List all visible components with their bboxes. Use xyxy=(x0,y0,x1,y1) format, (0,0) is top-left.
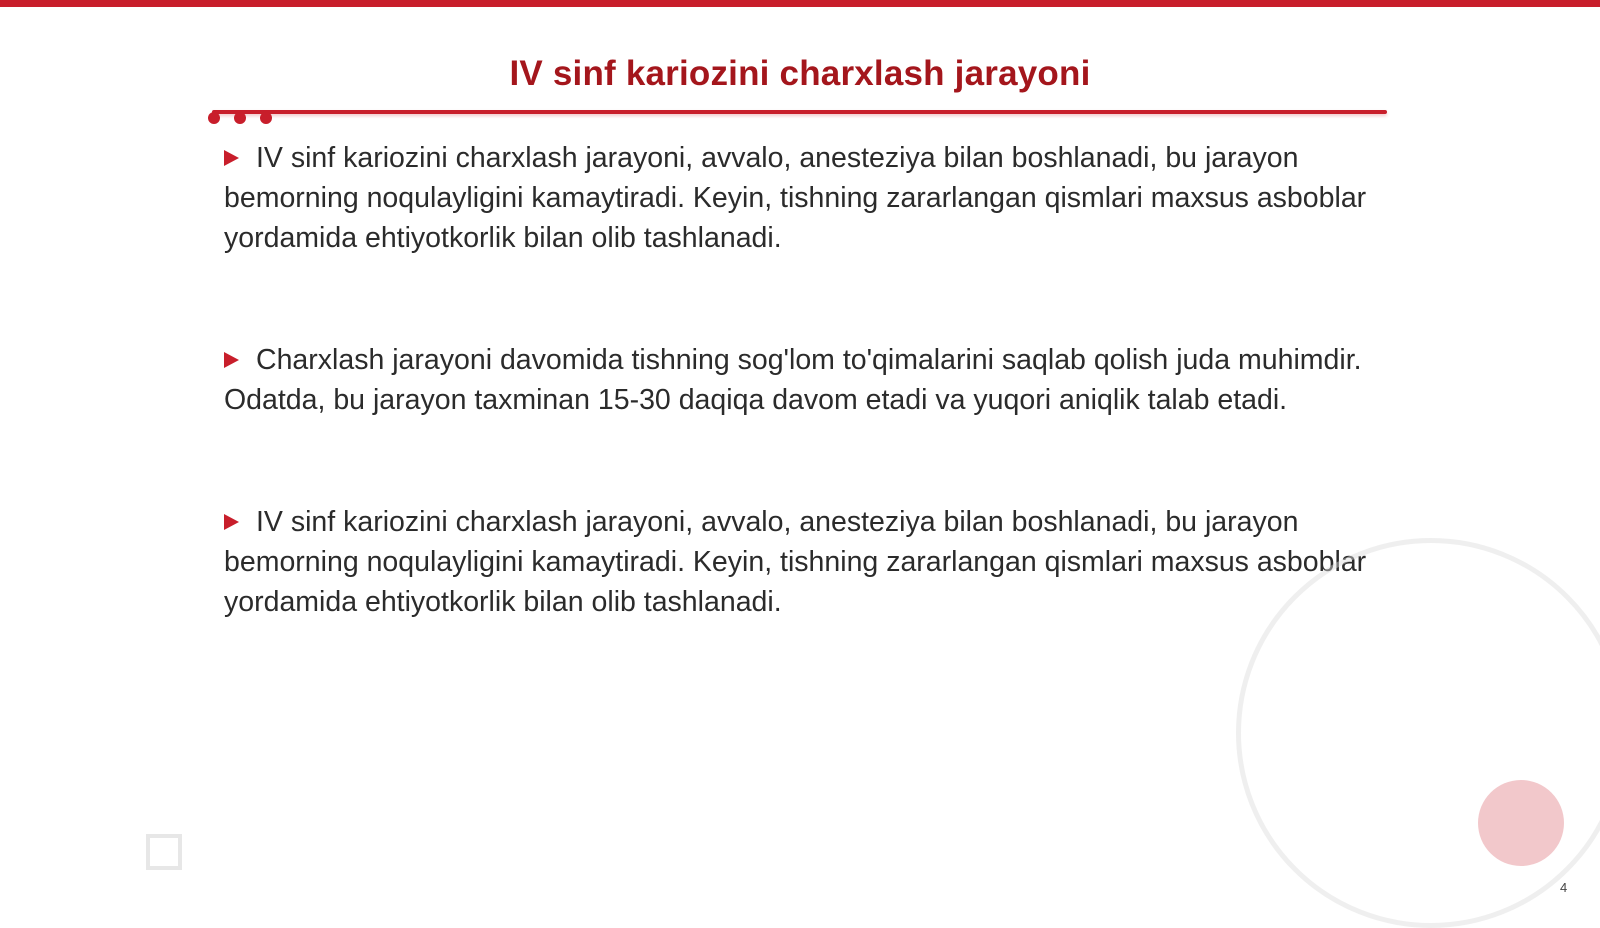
bullet-item xyxy=(224,138,1384,258)
bullet-item xyxy=(224,502,1384,622)
top-accent-bar xyxy=(0,0,1600,7)
decor-dot xyxy=(208,112,220,124)
triangle-right-icon xyxy=(224,352,239,368)
decorative-square xyxy=(146,834,182,870)
bullet-text: IV sinf kariozini charxlash jarayoni, avvalo, anesteziya bilan boshlanadi, bu jarayon bemorning noqulayligini kamaytiradi. Keyin, tishning zararlangan qismlari maxsus asboblar yordamida ehtiyotkorlik bilan olib tashlanadi. xyxy=(224,506,1367,618)
decorative-circle xyxy=(1478,780,1564,866)
bullet-item xyxy=(224,340,1384,420)
title-underline xyxy=(212,110,1387,114)
decor-dot xyxy=(260,112,272,124)
triangle-right-icon xyxy=(224,150,239,166)
slide-title: IV sinf kariozini charxlash jarayoni xyxy=(509,54,1091,93)
decorative-ring xyxy=(1236,538,1600,928)
decor-dot xyxy=(234,112,246,124)
page-number: 4 xyxy=(1560,880,1568,895)
triangle-right-icon xyxy=(224,514,239,530)
bullet-list xyxy=(224,138,1384,622)
bullet-text: Charxlash jarayoni davomida tishning sog'lom to'qimalarini saqlab qolish juda muhimdir. Odatda, bu jarayon taxminan 15-30 daqiqa davom etadi va yuqori aniqlik talab etadi. xyxy=(224,344,1362,416)
bullet-text: IV sinf kariozini charxlash jarayoni, avvalo, anesteziya bilan boshlanadi, bu jarayon bemorning noqulayligini kamaytiradi. Keyin, tishning zararlangan qismlari maxsus asboblar yordamida ehtiyotkorlik bilan olib tashlanadi. xyxy=(224,142,1367,254)
